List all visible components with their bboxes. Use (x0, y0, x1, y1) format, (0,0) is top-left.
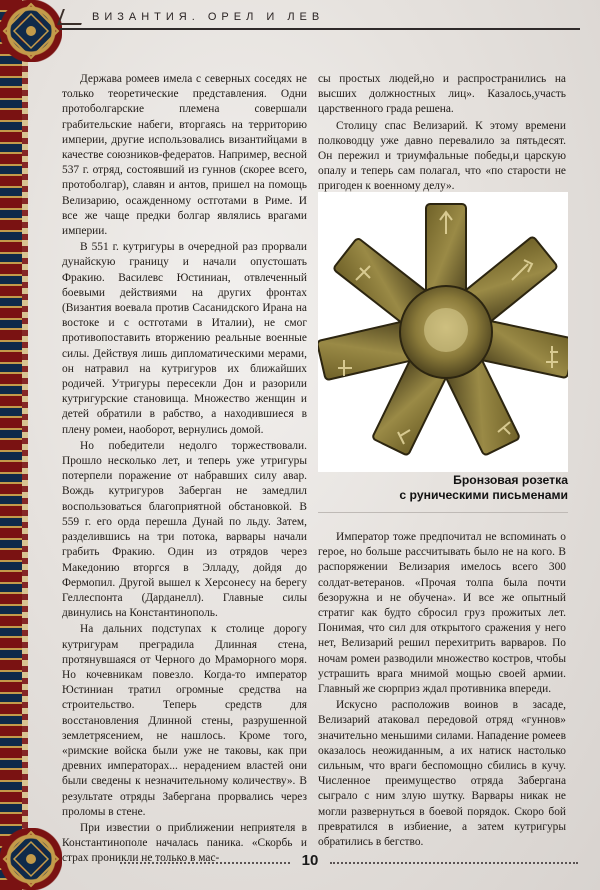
corner-ornament-icon (0, 0, 62, 62)
right-column-top (318, 72, 566, 195)
paragraph: При известии о приближении неприятеля в Константинополе началась паника. «Скорбь и страх проникли не только в мас- (62, 821, 307, 865)
paragraph: На дальних подступах к столице дорогу кутригурам преградила Длинная стена, протянувшаяся от Черного до Мраморного моря. Но кочевникам повезло. Когда-то император Юстиниан тратил огромные средства на строительство. Теперь средств для восстановления Длинной стены, разрушенной землетрясением, не нашлось. Кроме того, «римские войска были уже не таковы, как при древних императорах... нерадением властей они были сведены к незначительному количеству». В результате отряды Забергана прорвались через проломы в стене. (62, 623, 307, 818)
paragraph: Столицу спас Велизарий. К этому времени полководцу уже давно перевалило за пятьдесят. Он пережил и триумфальные победы,и царскую опалу и теперь сам полагал, что «по старости не пригоден к военному делу». (318, 119, 566, 193)
header-decoration (57, 9, 87, 25)
caption-line: с руническими письменами (399, 488, 568, 502)
running-title: ВИЗАНТИЯ. ОРЕЛ И ЛЕВ (92, 11, 325, 23)
footer-rule-right (330, 862, 578, 864)
paragraph: Император тоже предпочитал не вспоминать о герое, но больше рассчитывать было не на кого. В распоряжении Велизария имелось всего 300 солдат-ветеранов. «Прочая толпа была почти безоружна и не обучена». И все же опытный стратиг как будто сбросил груз прожитых лет. Понимая, что сил для открытого сражения у него нет, Велизарий решил перехитрить варваров. По ночам ромеи разводили множество костров, чтобы устрашить врага мнимой мощью своей армии. Главный же сюрприз ждал противника впереди. (318, 531, 566, 696)
paragraph: сы простых людей,но и распространились на высших должностных лиц». Казалось,участь царственного града решена. (318, 73, 566, 116)
ornamental-border (0, 0, 22, 890)
right-column-bottom (318, 530, 566, 850)
paragraph: Держава ромеев имела с северных соседях не только теоретические представления. Одни протоболгарские племена совершали грабительские набеги, вторгаясь на территорию империи, другие использовались византийцами в качестве союзников-федератов. Например, весной 537 г. отряд, состоявший из гуннов (скорее всего, протоболгар), славян и антов, пришел на помощь Велизарию, осажденному остготами в Риме. И все же чаще предки болгар являлись врагами империи. (62, 73, 307, 238)
footer-rule-left (120, 862, 290, 864)
paragraph: Но победители недолго торжествовали. Прошло несколько лет, и теперь уже утригуры потерпели поражение от набравших силу авар. Вождь кутригуров Заберган не замедлил воспользоваться благоприятной обстановкой. В 559 г. его орда перешла Дунай по льду. Затем, разделившись на три потока, варвары начали грабить Фракию. Один из отрядов через Македонию вторгся в Элладу, дойдя до Фермопил. Другой вышел к Херсонесу на берегу Геллеспонта (Дарданелл). Главные силы двинулись на Константинополь. (62, 439, 307, 620)
left-column (62, 72, 307, 867)
ornamental-border-inner (22, 0, 28, 890)
corner-ornament-icon (0, 828, 62, 890)
paragraph: Искусно расположив воинов в засаде, Велизарий атаковал передовой отряд «гуннов» значительно меньшими силами. Нападение ромеев оказалось неожиданным, а их натиск настолько сильным, что враги беспомощно сбились в кучу. Численное преимущество отряда Забергана сыграло с ним злую шутку. Варвары никак не могли развернуться в боевой порядок. Скоро бой превратился в избиение, а затем кутригуры обратились в бегство. (318, 699, 566, 849)
caption-divider (318, 512, 568, 513)
caption-line: Бронзовая розетка (453, 473, 568, 487)
running-header (60, 6, 580, 30)
paragraph: В 551 г. кутригуры в очередной раз прорвали дунайскую границу и начали опустошать Фракию. Василевс Юстиниан, отвлеченный боевыми действиями на других фронтах (Византия воевала против Сасанидского Ирана на востоке и с остготами в Италии), не смог противопоставить вторжению реальные военные силы. Действуя лишь дипломатическими мерами, он натравил на кутригуров их ближайших родичей. Утригуры пересекли Дон и разорили кутригурские становища. Множество женщин и детей обратили в рабство, а находившиеся в плену ромеи, наоборот, вернулись домой. (62, 241, 307, 436)
bronze-rosette-image (318, 192, 568, 472)
figure-caption (320, 473, 568, 503)
page-number: 10 (301, 852, 319, 869)
